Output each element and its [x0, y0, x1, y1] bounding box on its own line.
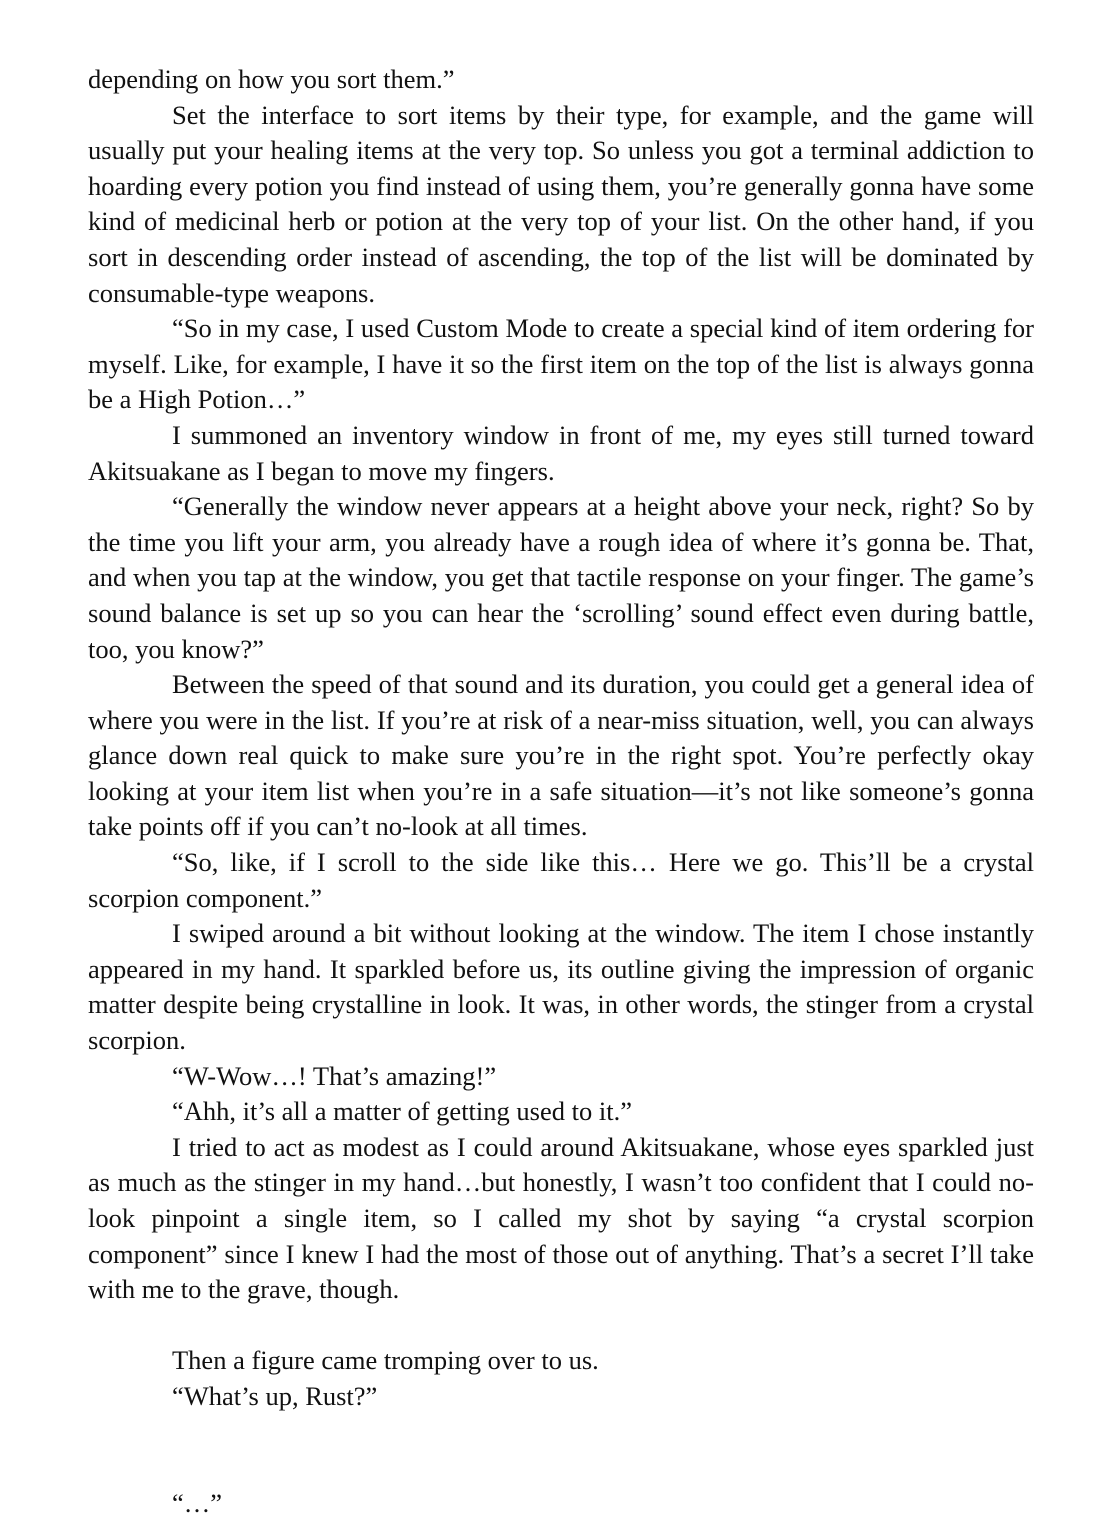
paragraph: Between the speed of that sound and its duration, you could get a general idea of where you were in the list. If you’re at risk of a near-miss situation, well, you can always glance down real quick to make sure you’re in the right spot. You’re perfectly okay looking at your item list when you’re in a safe situation—it’s not like someone’s gonna take points off if you can’t no-look at all times.: [88, 669, 1034, 842]
paragraph: Set the interface to sort items by their type, for example, and the game will usually put your healing items at the very top. So unless you got a terminal addiction to hoarding every potion you find instead of using them, you’re generally gonna have some kind of medicinal herb or potion at the very top of your list. On the other hand, if you sort in descending order instead of ascending, the top of the list will be dominated by consumable-type weapons.: [88, 99, 1034, 308]
paragraph: I tried to act as modest as I could around Akitsuakane, whose eyes sparkled just as much as the stinger in my hand…but honestly, I wasn’t too confident that I could no-look pinpoint a single item, so I called my shot by saying “a crystal scorpion component” since I knew I had the most of those out of anything. That’s a secret I’ll take with me to the grave, though.: [88, 1131, 1034, 1305]
paragraph: Then a figure came tromping over to us.: [172, 1345, 599, 1376]
paragraph: “So in my case, I used Custom Mode to create a special kind of item ordering for myself. Like, for example, I have it so the first item on the top of the list is always gonna be a High Potion…”: [88, 313, 1034, 415]
paragraph: “Ahh, it’s all a matter of getting used to it.”: [172, 1096, 632, 1127]
paragraph-continued: depending on how you sort them.”: [88, 64, 455, 94]
paragraph: I swiped around a bit without looking at the window. The item I chose instantly appeared in my hand. It sparkled before us, its outline giving the impression of organic matter despite being crystalline in look. It was, in other words, the stinger from a crystal scorpion.: [88, 918, 1034, 1056]
paragraph: “So, like, if I scroll to the side like this… Here we go. This’ll be a crystal scorpion component.”: [88, 847, 1034, 913]
paragraph: I summoned an inventory window in front of me, my eyes still turned toward Akitsuakane as I began to move my fingers.: [88, 419, 1034, 486]
paragraph-cutoff: “…”: [172, 1488, 223, 1518]
scene-break: [88, 1308, 1034, 1344]
paragraph: “What’s up, Rust?”: [172, 1380, 378, 1411]
paragraph: “W-Wow…! That’s amazing!”: [172, 1060, 497, 1091]
paragraph: “Generally the window never appears at a height above your neck, right? So by the time you lift your arm, you already have a rough idea of where it’s gonna be. That, and when you tap at the window, you get that tactile response on your finger. The game’s sound balance is set up so you can hear the ‘scrolling’ sound effect even during battle, too, you know?”: [88, 491, 1034, 664]
book-page: [88, 62, 1034, 1415]
